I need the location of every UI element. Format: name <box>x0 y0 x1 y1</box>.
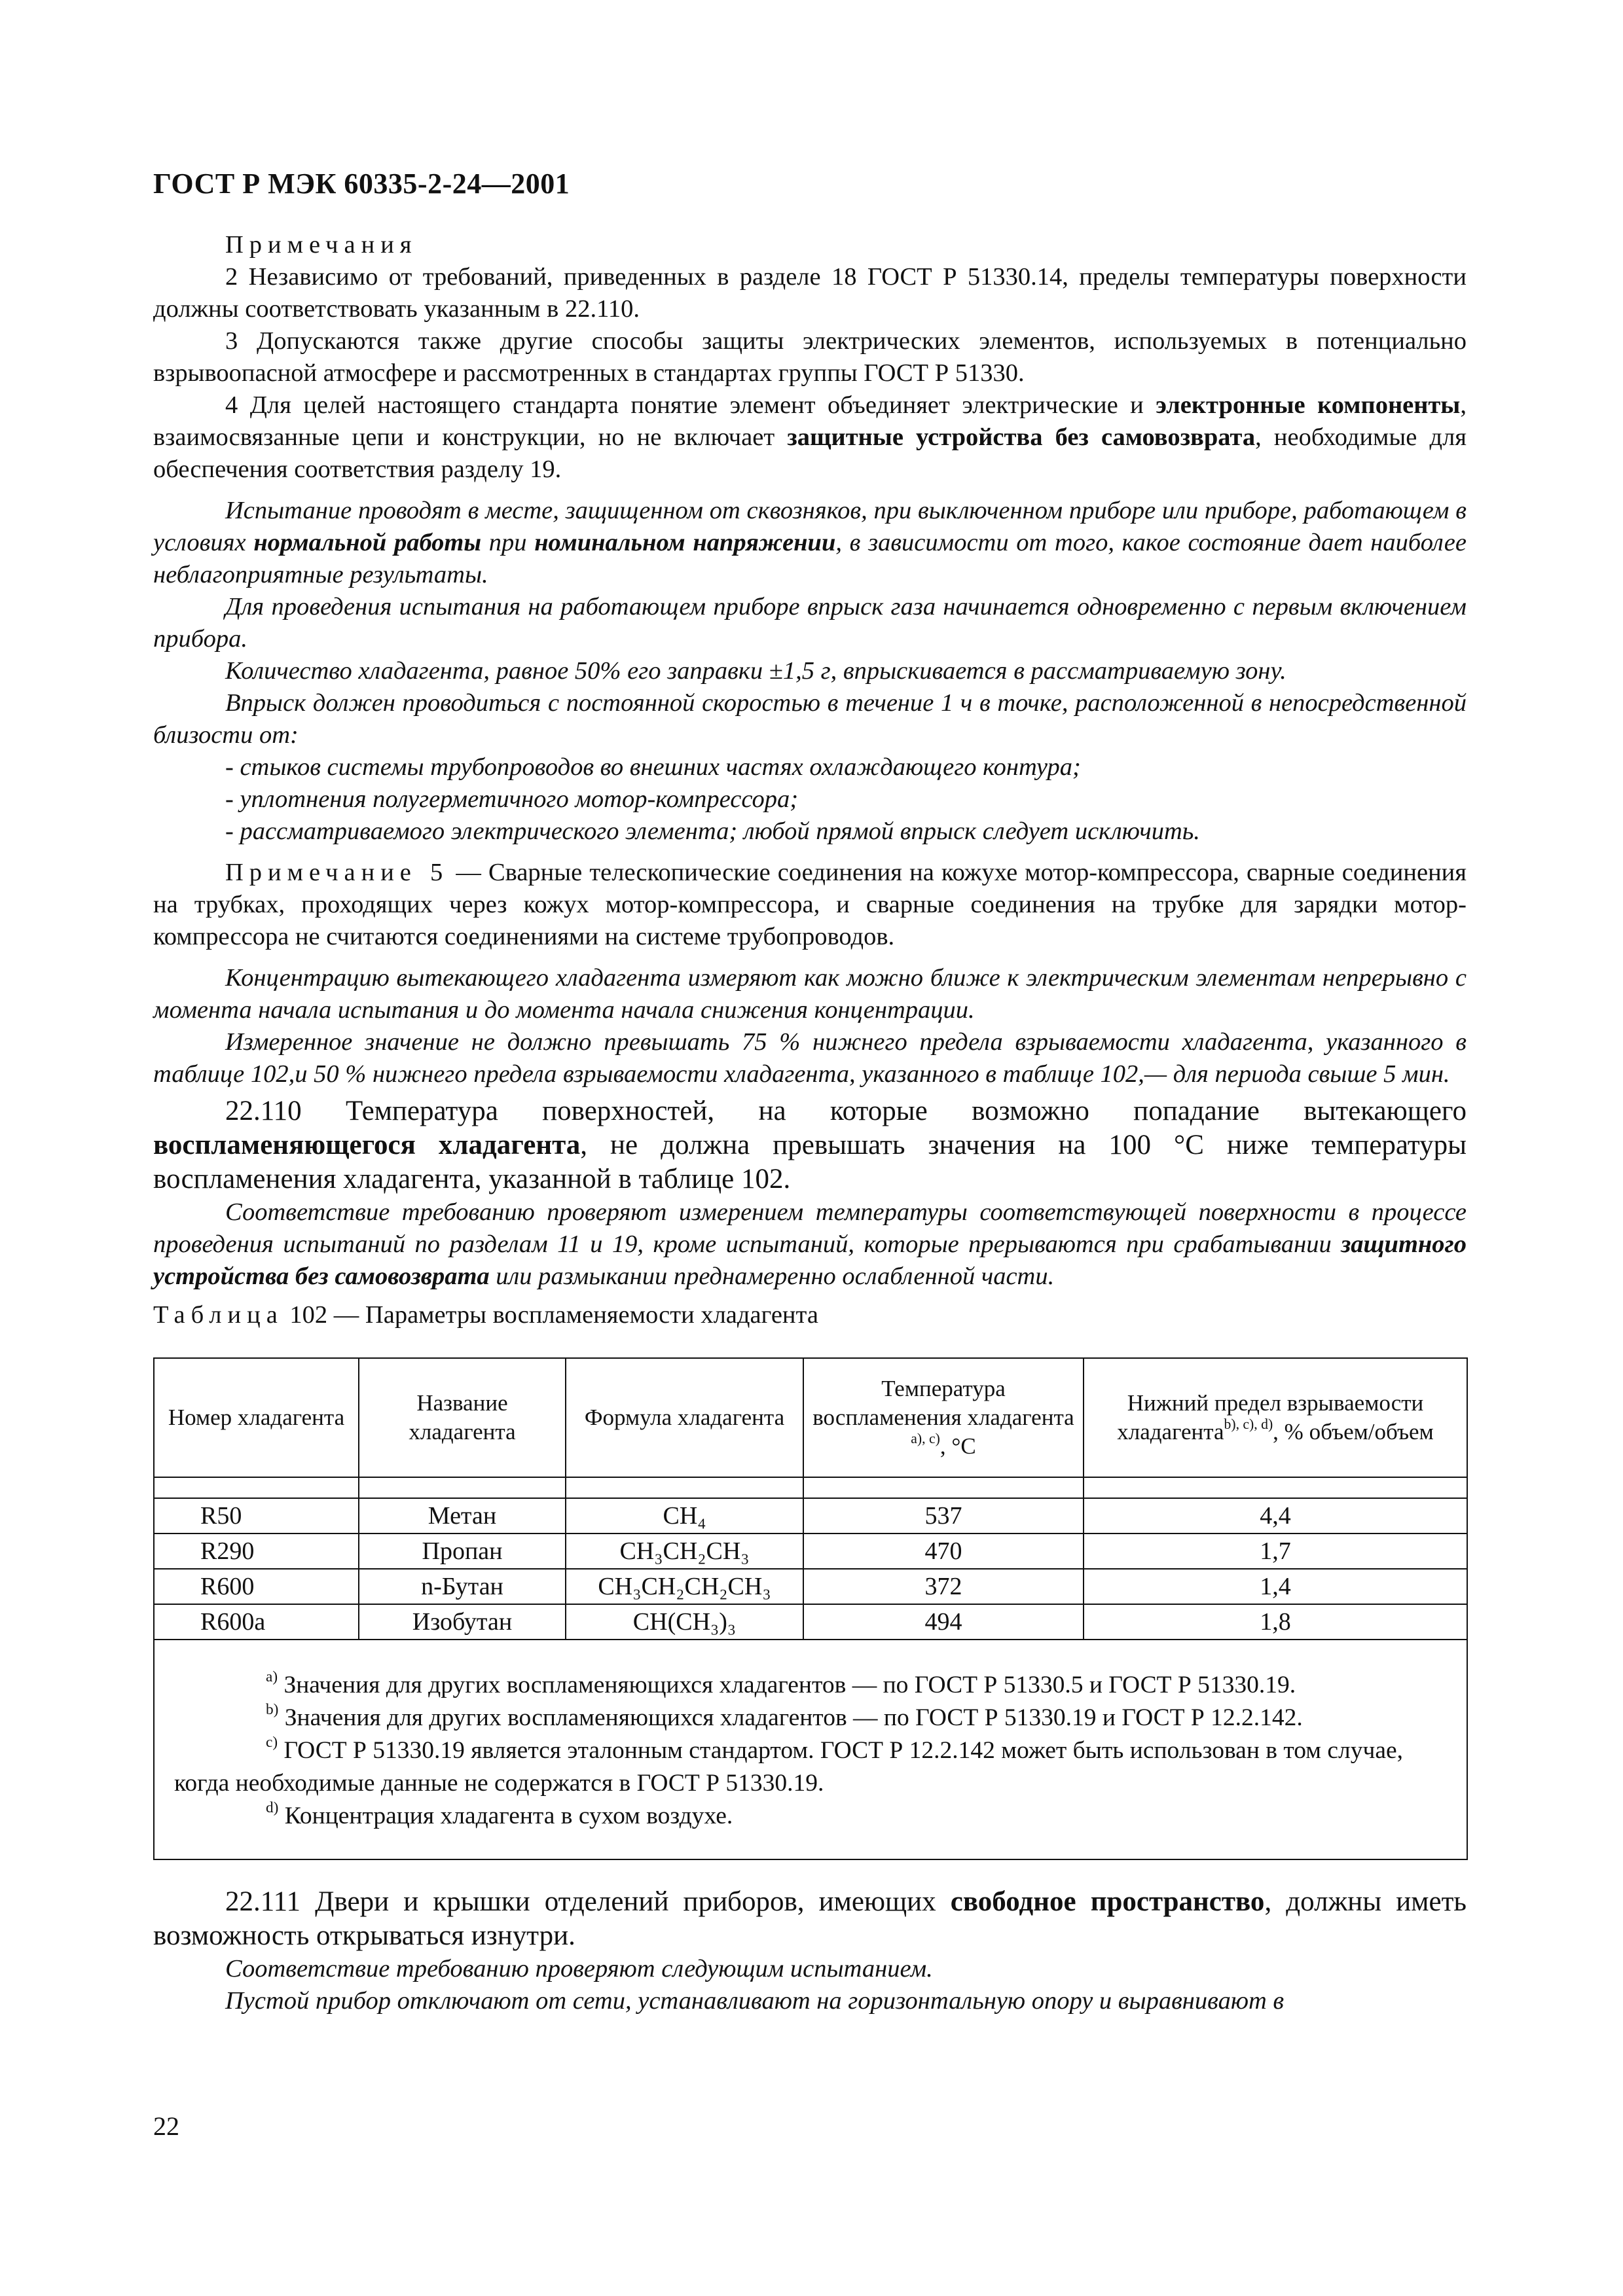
cell-name: Метан <box>359 1498 566 1534</box>
cell-number: R290 <box>154 1534 359 1569</box>
table-footnotes <box>154 1640 1467 1859</box>
table-row <box>154 1604 1467 1640</box>
table-row <box>154 1534 1467 1569</box>
note-2: 2 Независимо от требований, приведенных в разделе 18 ГОСТ Р 51330.14, пределы температуры поверхности должны соответствовать указанным в 22.110. <box>153 263 1467 323</box>
bullet-3: - рассматриваемого электрического элемента; любой прямой впрыск следует исключить. <box>225 817 1200 845</box>
cell-number: R600 <box>154 1569 359 1604</box>
test-paragraph-3: Количество хладагента, равное 50% его заправки ±1,5 г, впрыскивается в рассматриваемую зону. <box>225 657 1286 685</box>
note-3: 3 Допускаются также другие способы защиты электрических элементов, используемых в потенциально взрывоопасной атмосфере и рассмотренных в стандартах группы ГОСТ Р 51330. <box>153 327 1467 387</box>
cell-temp: 494 <box>803 1604 1084 1640</box>
test-paragraph-4: Впрыск должен проводиться с постоянной скоростью в течение 1 ч в точке, расположенной в непосредственной близости от: <box>153 689 1467 749</box>
footnote-d: $^{d)}$ Концентрация хладагента в сухом воздухе. <box>266 1799 733 1829</box>
test-paragraph-1: Испытание проводят в месте, защищенном от сквозняков, при выключенном приборе или приборе, работающем в условиях нормальной работы при номинальном напряжении, в зависимости от того, какое состояние дает наиболее неблагоприятные результаты. <box>153 497 1467 588</box>
bullet-2: - уплотнения полугерметичного мотор-компрессора; <box>225 785 799 813</box>
refrigerant-table-wrap <box>153 1357 1467 1860</box>
table-body <box>154 1498 1467 1640</box>
clause-22-111-test: Пустой прибор отключают от сети, устанавливают на горизонтальную опору и выравнивают в <box>225 1987 1285 2015</box>
cell-limit: 4,4 <box>1084 1498 1467 1534</box>
cell-limit: 1,4 <box>1084 1569 1467 1604</box>
table-footnotes-row <box>154 1640 1467 1859</box>
clause-22-111: 22.111 Двери и крышки отделений приборов, имеющих свободное пространство, должны иметь возможность открываться изнутри. <box>153 1886 1467 1951</box>
test-paragraph-6: Измеренное значение не должно превышать 75 % нижнего предела взрываемости хладагента, указанного в таблице 102,и 50 % нижнего предела взрываемости хладагента, указанного в таблице 102,— для периода свыше 5 мин. <box>153 1028 1467 1088</box>
table-header-row <box>154 1358 1467 1477</box>
table-row <box>154 1498 1467 1534</box>
cell-number: R50 <box>154 1498 359 1534</box>
col-header-name: Название хладагента <box>359 1358 566 1477</box>
cell-limit: 1,8 <box>1084 1604 1467 1640</box>
footnote-a: $^{a)}$ Значения для других воспламеняющихся хладагентов — по ГОСТ Р 51330.5 и ГОСТ Р 51330.19. <box>266 1668 1296 1698</box>
note-4: 4 Для целей настоящего стандарта понятие элемент объединяет электрические и электронные компоненты, взаимосвязанные цепи и конструкции, но не включает защитные устройства без самовозврата, необходимые для обеспечения соответствия разделу 19. <box>153 391 1467 483</box>
notes-heading: Примечания <box>225 231 418 259</box>
cell-formula: CH₄ <box>566 1498 803 1534</box>
col-header-formula: Формула хладагента <box>566 1358 803 1477</box>
table-spacer-row <box>154 1477 1467 1498</box>
cell-limit: 1,7 <box>1084 1534 1467 1569</box>
table-row <box>154 1569 1467 1604</box>
cell-temp: 372 <box>803 1569 1084 1604</box>
bullet-1: - стыков системы трубопроводов во внешних частях охлаждающего контура; <box>225 753 1081 781</box>
cell-temp: 537 <box>803 1498 1084 1534</box>
cell-temp: 470 <box>803 1534 1084 1569</box>
col-header-temp: Температура воспламенения хладагента $^{a), c)}$, °С <box>803 1358 1084 1477</box>
cell-formula: CH₃CH₂CH₃ <box>566 1534 803 1569</box>
test-paragraph-5: Концентрацию вытекающего хладагента измеряют как можно ближе к электрическим элементам непрерывно с момента начала испытания и до момента начала снижения концентрации. <box>153 964 1467 1024</box>
clause-22-110: 22.110 Температура поверхностей, на которые возможно попадание вытекающего воспламеняющегося хладагента, не должна превышать значения на 100 °С ниже температуры воспламенения хладагента, указанной в таблице 102. <box>153 1096 1467 1194</box>
cell-formula: CH(CH₃)₃ <box>566 1604 803 1640</box>
refrigerant-table <box>153 1357 1468 1860</box>
footnote-b: $^{b)}$ Значения для других воспламеняющихся хладагентов — по ГОСТ Р 51330.19 и ГОСТ Р 12.2.142. <box>266 1701 1303 1731</box>
table-caption: Таблица 102 — Параметры воспламеняемости хладагента <box>153 1301 818 1329</box>
page-number: 22 <box>153 2111 179 2141</box>
col-header-number: Номер хладагента <box>154 1358 359 1477</box>
clause-22-111-compliance: Соответствие требованию проверяют следующим испытанием. <box>225 1955 933 1982</box>
cell-number: R600a <box>154 1604 359 1640</box>
col-header-lower-limit: Нижний предел взрываемости хладагента$^{b), c), d)}$, % объем/объем <box>1084 1358 1467 1477</box>
footnote-c: $^{c)}$ ГОСТ Р 51330.19 является эталонным стандартом. ГОСТ Р 12.2.142 может быть использован в том случае, когда необходимые данные не содержатся в ГОСТ Р 51330.19. <box>174 1734 1404 1797</box>
test-paragraph-2: Для проведения испытания на работающем приборе впрыск газа начинается одновременно с первым включением прибора. <box>153 593 1467 653</box>
page-header: ГОСТ Р МЭК 60335-2-24—2001 <box>153 168 570 200</box>
page-content <box>153 229 1467 2017</box>
cell-name: n-Бутан <box>359 1569 566 1604</box>
note-5: Примечание 5 — Сварные телескопические соединения на кожухе мотор-компрессора, сварные соединения на трубках, проходящих через кожух мотор-компрессора, и сварные соединения на трубке для зарядки мотор-компрессора не считаются соединениями на системе трубопроводов. <box>153 859 1467 950</box>
cell-formula: CH₃CH₂CH₂CH₃ <box>566 1569 803 1604</box>
cell-name: Пропан <box>359 1534 566 1569</box>
cell-name: Изобутан <box>359 1604 566 1640</box>
clause-22-110-compliance: Соответствие требованию проверяют измерением температуры соответствующей поверхности в процессе проведения испытаний по разделам 11 и 19, кроме испытаний, которые прерываются при срабатывании защитного устройства без самовозврата или размыкании преднамеренно ослабленной части. <box>153 1198 1467 1290</box>
